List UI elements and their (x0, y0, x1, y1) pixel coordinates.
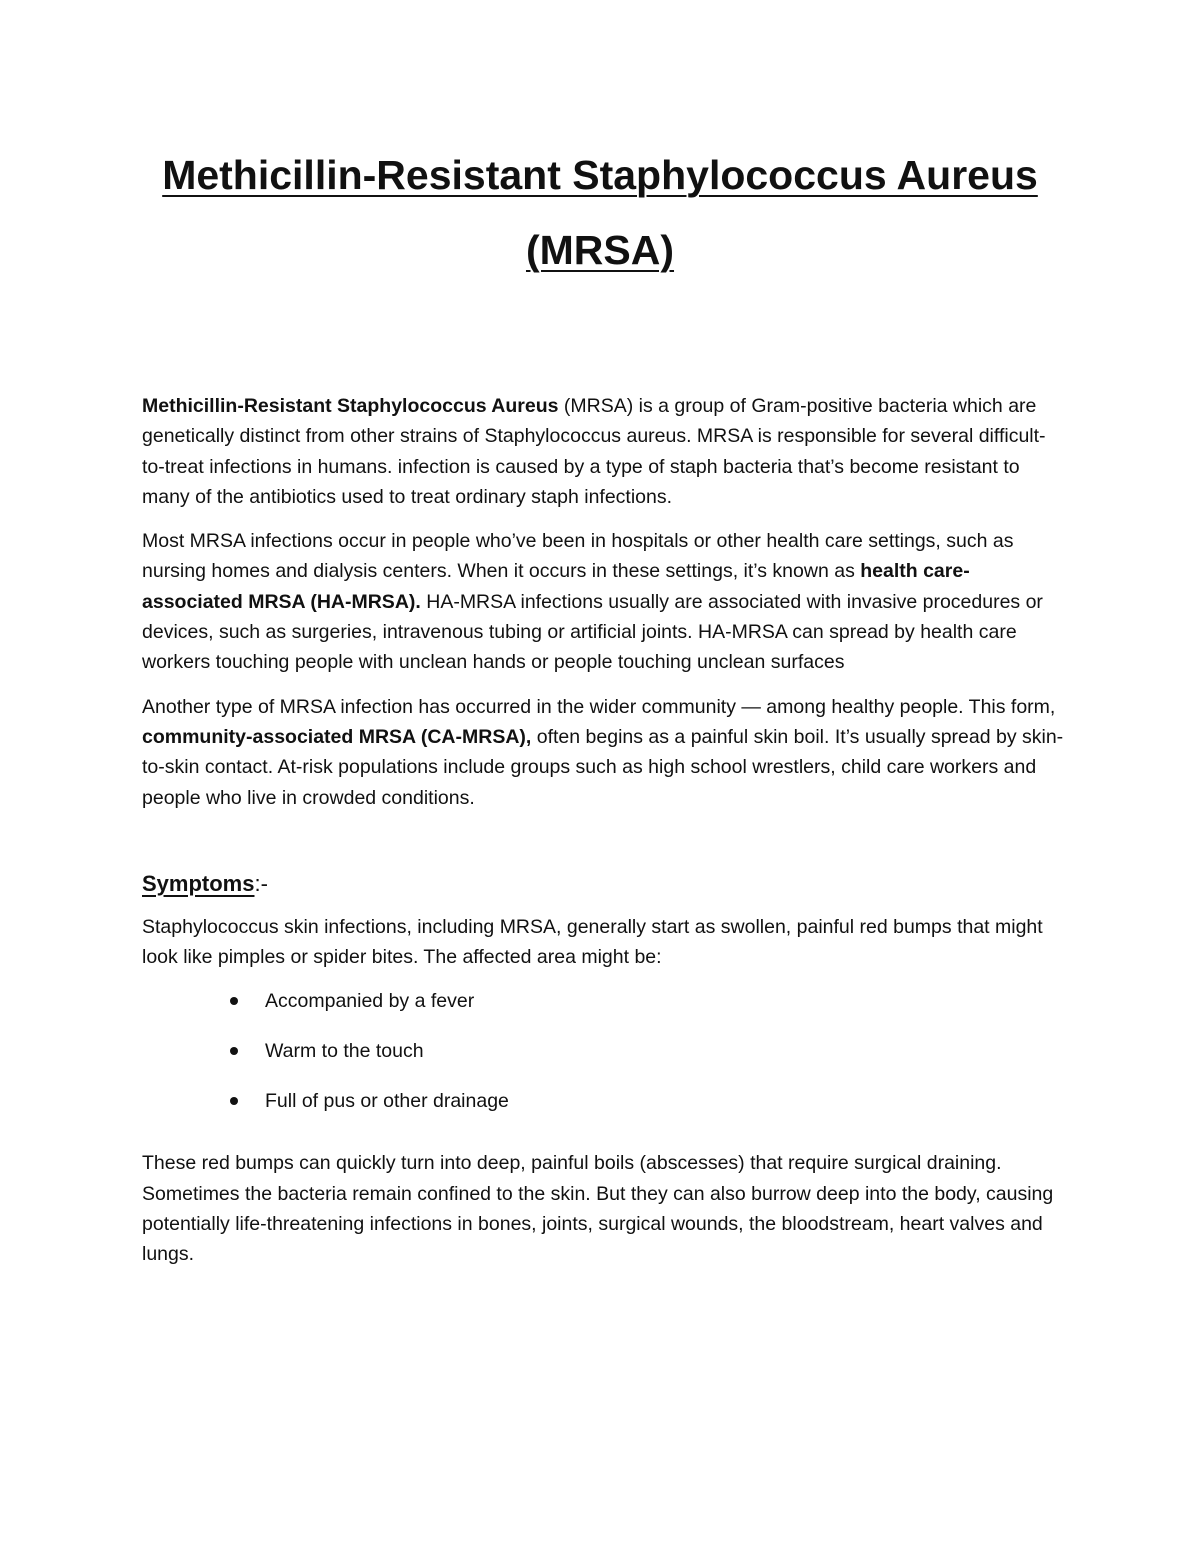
symptoms-closing-paragraph: These red bumps can quickly turn into deep, painful boils (abscesses) that require surgical draining. Sometimes the bacteria remain confined to the skin. But they can also burrow deep into the body, causing potentially life-threatening infections in bones, joints, surgical wounds, the bloodstream, heart valves and lungs. (142, 1152, 1054, 1266)
bullet-text: Accompanied by a fever (265, 990, 475, 1013)
document-title-line-1: Methicillin-Resistant Staphylococcus Aureus (162, 152, 1038, 198)
ha-mrsa-paragraph (142, 526, 1067, 677)
bullet-dot-icon (230, 1047, 238, 1055)
symptoms-heading-suffix: :- (254, 870, 268, 896)
bullet-text: Warm to the touch (265, 1040, 424, 1063)
intro-paragraph (142, 391, 1067, 512)
symptoms-heading-word: Symptoms (142, 870, 255, 896)
list-item (142, 1086, 1067, 1136)
ha-text-after: HA-MRSA infections usually are associated with invasive procedures or devices, such as surgeries, intravenous tubing or artificial joints. HA-MRSA can spread by health care workers touching people with unclean hands or people touching unclean surfaces (142, 590, 1043, 674)
ha-bold-term: health care-associated MRSA (HA-MRSA). (142, 560, 970, 613)
ca-mrsa-paragraph (142, 692, 1067, 813)
symptoms-heading (142, 869, 1067, 899)
ca-text-after: often begins as a painful skin boil. It’s usually spread by skin-to-skin contact. At-risk populations include groups such as high school wrestlers, child care workers and people who live in crowded conditions. (142, 725, 1064, 809)
list-item (142, 986, 1067, 1036)
ca-bold-term: community-associated MRSA (CA-MRSA), (142, 725, 532, 748)
document-body (142, 391, 1067, 1284)
intro-bold-lead: Methicillin-Resistant Staphylococcus Aureus (142, 395, 559, 417)
bullet-dot-icon (230, 1097, 238, 1105)
symptoms-intro-paragraph: Staphylococcus skin infections, including MRSA, generally start as swollen, painful red bumps that might look like pimples or spider bites. The affected area might be: (142, 915, 1043, 969)
symptoms-bullet-list (142, 986, 1067, 1136)
bullet-dot-icon (230, 997, 238, 1005)
bullet-text: Full of pus or other drainage (265, 1090, 509, 1113)
document-title-line-2: (MRSA) (525, 227, 675, 273)
list-item (142, 1036, 1067, 1086)
ca-text-before: Another type of MRSA infection has occurred in the wider community — among healthy people. This form, (142, 695, 1056, 718)
intro-text: (MRSA) is a group of Gram-positive bacteria which are genetically distinct from other strains of Staphylococcus aureus. MRSA is responsible for several difficult-to-treat infections in humans. infection is caused by a type of staph bacteria that’s become resistant to many of the antibiotics used to treat ordinary staph infections. (142, 395, 1046, 508)
ha-text-before: Most MRSA infections occur in people who’ve been in hospitals or other health care settings, such as nursing homes and dialysis centers. When it occurs in these settings, it’s known as (142, 530, 1014, 583)
